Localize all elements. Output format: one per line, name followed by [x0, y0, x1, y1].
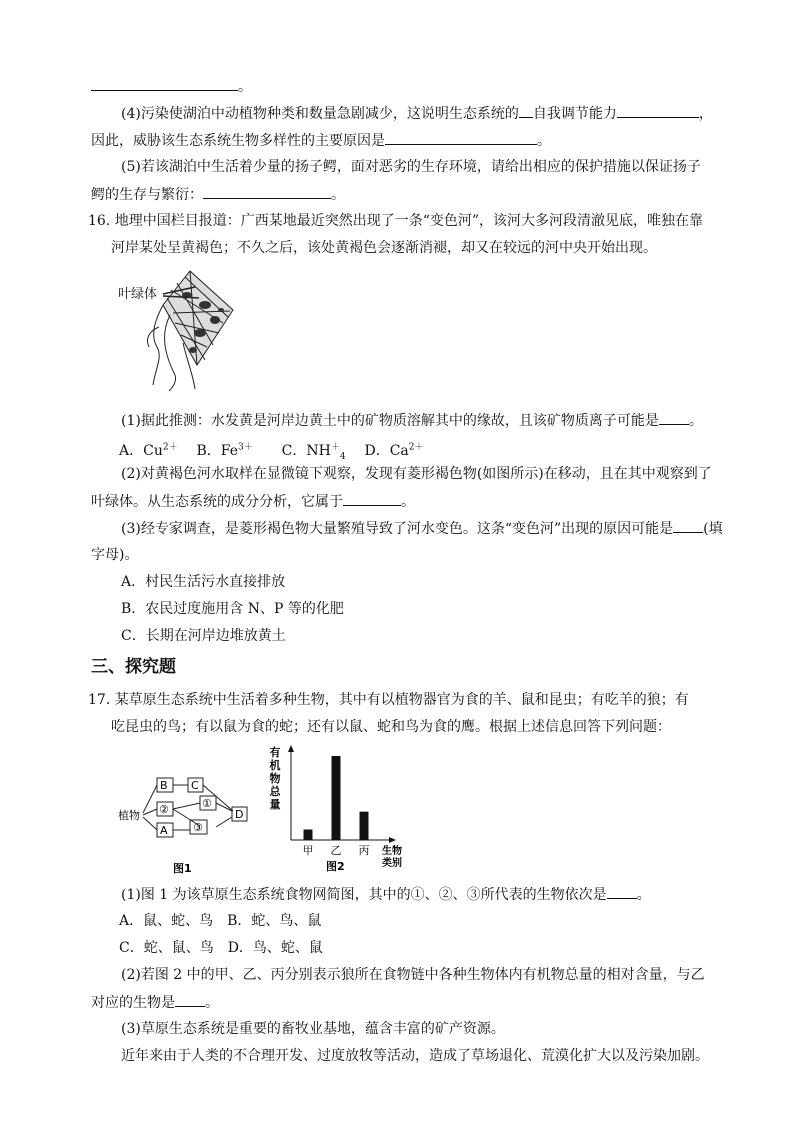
text: B．Fe — [196, 442, 239, 459]
bar-2 — [360, 812, 369, 840]
x-tick-label: 乙 — [330, 844, 342, 857]
q17-part3-line2 — [121, 1046, 709, 1066]
blank — [203, 184, 331, 199]
q15-part4-line2 — [91, 130, 551, 151]
node-B: B — [160, 779, 168, 792]
node-1: ① — [202, 797, 212, 810]
blank — [659, 410, 689, 425]
section-heading: 三、探究题 — [91, 657, 176, 677]
y-axis-label-char: 有 — [269, 746, 281, 759]
superscript: 2＋ — [408, 442, 424, 452]
organic-matter-chart — [268, 742, 408, 872]
q15-part5-line1 — [121, 157, 701, 177]
q16-part3-line1 — [121, 518, 723, 539]
q16-part3-option-a: A．村民生活污水直接排放 — [121, 574, 286, 590]
fig1-caption: 图1 — [173, 862, 192, 875]
node-plant: 植物 — [118, 809, 140, 822]
blank — [343, 491, 401, 506]
text: 。 — [331, 187, 345, 203]
superscript: ＋ — [330, 442, 340, 452]
text: (3)草原生态系统是重要的畜牧业基地，蕴含丰富的矿产资源。 — [121, 1021, 505, 1037]
q17-part1-options-ab: A．鼠、蛇、鸟 B．蛇、鸟、鼠 — [119, 913, 322, 929]
text: 17. 某草原生态系统中生活着多种生物，其中有以植物器官为食的羊、鼠和昆虫；有吃羊的狼；有 — [88, 692, 689, 708]
superscript: 2＋ — [162, 442, 178, 452]
q17-part1 — [121, 884, 651, 905]
text: 。 — [688, 413, 703, 429]
blank — [519, 103, 533, 118]
chloroplast-label: 叶绿体 — [118, 287, 158, 302]
x-tick-label: 丙 — [358, 844, 370, 857]
subscript: 4 — [339, 451, 346, 462]
bar-0 — [304, 830, 313, 841]
text: 河岸某处呈黄褐色；不久之后，该处黄褐色会逐渐消褪，却又在较远的河中央开始出现。 — [111, 240, 657, 256]
text: 。 — [205, 995, 219, 1011]
text: 自我调节能力 — [532, 106, 617, 122]
q15-part4-line1 — [121, 103, 713, 124]
q17-part2-line1 — [121, 965, 705, 985]
q16-stem-line1 — [88, 211, 703, 231]
text: 。 — [537, 133, 551, 149]
text: 。 — [636, 887, 651, 903]
node-A: A — [160, 824, 168, 837]
x-axis-arrow — [389, 837, 396, 843]
text: (2)对黄褐色河水取样在显微镜下观察，发现有菱形褐色物(如图所示)在移动，且在其中观察到了 — [121, 466, 712, 482]
text: 字母)。 — [91, 547, 139, 563]
text: D．Ca — [364, 442, 409, 459]
q16-part3-option-c: C．长期在河岸边堆放黄土 — [121, 628, 286, 644]
x-axis-label: 类别 — [382, 858, 402, 869]
text: (1)据此推测：水发黄是河岸边黄土中的矿物质溶解其中的缘故，且该矿物质离子可能是 — [121, 413, 659, 429]
text: ， — [698, 106, 713, 122]
text: (2)若图 2 中的甲、乙、丙分别表示狼所在食物链中各种生物体内有机物总量的相对含量，与乙 — [121, 967, 705, 983]
option-c — [281, 442, 346, 462]
text: (5)若该湖泊中生活着少量的扬子鳄，面对恶劣的生存环境，请给出相应的保护措施以保证扬子 — [121, 159, 701, 175]
q16-part1 — [121, 410, 703, 431]
q17-part2-line2 — [91, 992, 219, 1013]
y-axis-label-char: 物 — [269, 772, 281, 785]
blank — [91, 76, 238, 91]
blank — [617, 103, 699, 118]
node-2: ② — [159, 803, 169, 816]
node-3: ③ — [193, 821, 203, 834]
q16-part3-option-b: B．农民过度施用含 N、P 等的化肥 — [121, 601, 344, 617]
x-tick-label: 甲 — [302, 844, 314, 857]
q16-part2-line2 — [91, 491, 415, 512]
q16-part1-options — [119, 437, 424, 466]
text: (4)污染使湖泊中动植物种类和数量急剧减少，这说明生态系统的 — [121, 106, 519, 122]
text: 鳄的生存与繁衍： — [91, 187, 203, 203]
answer-line — [91, 76, 252, 97]
blank — [673, 518, 703, 533]
y-axis-label-char: 总 — [269, 785, 281, 798]
option-d — [364, 443, 423, 459]
text: (3)经专家调查，是菱形褐色物大量繁殖导致了河水变色。这条“变色河”出现的原因可能是 — [121, 521, 674, 537]
food-web-figure — [115, 775, 255, 875]
q17-stem-line1 — [88, 690, 689, 710]
y-axis-label-char: 机 — [269, 759, 281, 772]
text: 。 — [238, 79, 252, 95]
text: A．Cu — [119, 442, 163, 459]
text: 吃昆虫的鸟；有以鼠为食的蛇；还有以鼠、蛇和鸟为食的鹰。根据上述信息回答下列问题： — [111, 719, 671, 735]
node-C: C — [191, 779, 199, 792]
blank — [385, 130, 537, 145]
node-D: D — [235, 808, 244, 821]
option-b — [196, 443, 252, 459]
option-a — [119, 443, 178, 459]
text: 16. 地理中国栏目报道：广西某地最近突然出现了一条“变色河”，该河大多河段清澈见底，唯独在靠 — [88, 213, 704, 229]
q17-part3-line1 — [121, 1019, 505, 1039]
q16-part3-line2 — [91, 545, 138, 565]
y-axis-label-char: 量 — [269, 798, 281, 811]
text: (1)图 1 为该草原生态系统食物网简图，其中的①、②、③所代表的生物依次是 — [121, 887, 607, 903]
q16-stem-line2 — [111, 238, 657, 258]
q17-stem-line2 — [111, 717, 671, 737]
y-axis-arrow — [288, 745, 294, 752]
bar-1 — [332, 756, 341, 840]
fig2-caption: 图2 — [326, 860, 345, 872]
q17-part1-options-cd: C．蛇、鼠、鸟 D．鸟、蛇、鼠 — [119, 940, 323, 956]
text: 近年来由于人类的不合理开发、过度放牧等活动，造成了草场退化、荒漠化扩大以及污染加剧。 — [121, 1048, 709, 1064]
text: C．NH — [281, 442, 331, 459]
text: 对应的生物是 — [91, 995, 175, 1011]
superscript: 3＋ — [238, 442, 253, 452]
blank — [175, 992, 205, 1007]
text: 因此，威胁该生态系统生物多样性的主要原因是 — [91, 133, 385, 149]
q15-part5-line2 — [91, 184, 345, 205]
text: (填 — [703, 521, 723, 537]
blank — [607, 884, 637, 899]
text: 叶绿体。从生态系统的成分分析，它属于 — [91, 494, 343, 510]
q16-part2-line1 — [121, 464, 712, 484]
text: 。 — [401, 494, 415, 510]
x-axis-label: 生物 — [382, 846, 402, 857]
